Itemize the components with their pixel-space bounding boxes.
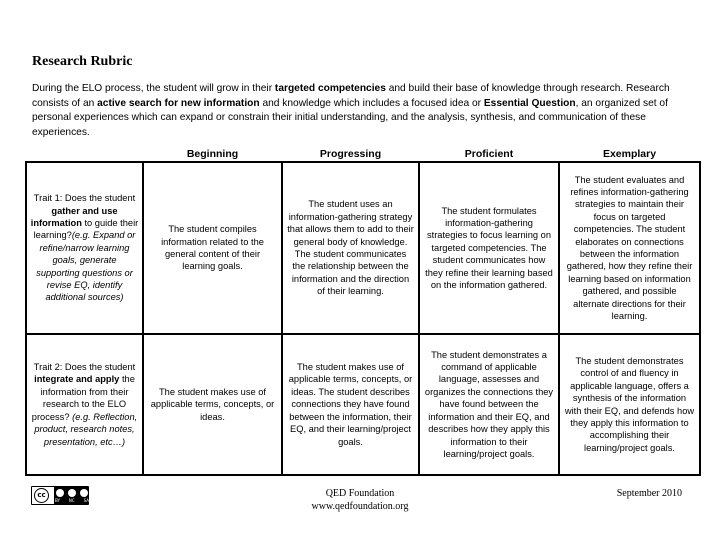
organization-name: QED Foundation xyxy=(325,488,395,499)
trait-text-segment: the information from their research to the ELO process? xyxy=(31,374,135,422)
rubric-header-trait xyxy=(26,147,143,162)
intro-segment: and knowledge which includes a focused idea or xyxy=(259,97,484,109)
trait-text-segment: Trait 2: Does the student xyxy=(33,362,136,373)
intro-segment: , an organized set of personal experiences which can expand or constrain their initial understanding, and the analysis, synthesis, and communication of these experiences. xyxy=(32,97,668,138)
rubric-table xyxy=(25,147,701,476)
trait-text-segment: (e.g. Expand or refine/narrow learning goals, generate supporting questions or revise EQ, identify additional sources) xyxy=(36,230,136,303)
cc-logo-icon: cc xyxy=(34,488,49,503)
trait-text-segment: (e.g. Reflection, product, research notes, presentation, etc…) xyxy=(34,411,138,447)
intro-paragraph xyxy=(32,82,692,140)
trait-2-beginning: The student makes use of applicable terms, concepts, or ideas. xyxy=(143,334,282,475)
rubric-row-trait-1 xyxy=(26,162,700,334)
intro-segment: active search for new information xyxy=(97,97,260,109)
trait-2-description xyxy=(26,334,143,475)
intro-segment: and build their base of knowledge through research. Research consists of an xyxy=(32,83,670,109)
intro-segment: targeted competencies xyxy=(274,83,386,94)
document-title: Research Rubric xyxy=(32,54,133,69)
rubric-header-beginning: Beginning xyxy=(186,147,239,160)
intro-segment: Essential Question xyxy=(483,97,576,109)
trait-text-segment: to guide their learning? xyxy=(33,217,139,241)
rubric-header-row xyxy=(26,147,700,162)
trait-2-exemplary: The student demonstrates control of and fluency in applicable language, offers a synthesis of the information with their EQ, and defends how they apply this information to accomplishing their learning/project goals. xyxy=(559,334,700,475)
trait-1-proficient: The student formulates information-gathering strategies to focus learning on targeted competencies. The student communicates how they refine their learning based on the information gathered. xyxy=(419,162,559,334)
trait-1-exemplary: The student evaluates and refines information-gathering strategies to maintain their focus on targeted competencies. The student elaborates on connections between the information gathered, how they refine their learning based on information gathered, and possible alternate directions for their learning. xyxy=(559,162,700,334)
trait-text-segment: gather and use information xyxy=(30,205,118,228)
organization-website[interactable]: www.qedfoundation.org xyxy=(311,501,409,512)
trait-2-proficient: The student demonstrates a command of applicable language, assesses and organizes the connections they have found between the information and their EQ, and describes how they apply this information to their learning/project goals. xyxy=(419,334,559,475)
cc-label-nc: NC xyxy=(68,498,75,503)
footer-organization xyxy=(0,487,720,513)
trait-2-progressing: The student makes use of applicable terms, concepts, or ideas. The student describes connections they have found between the information, their EQ, and their learning/project goals. xyxy=(282,334,419,475)
rubric-header-progressing: Progressing xyxy=(319,147,382,160)
footer-date: September 2010 xyxy=(616,488,682,499)
cc-label-by: BY xyxy=(55,498,60,503)
page-footer xyxy=(0,486,720,526)
intro-segment: During the ELO process, the student will grow in their xyxy=(32,83,275,94)
trait-text-segment: integrate and apply xyxy=(34,374,120,385)
trait-text-segment: Trait 1: Does the student xyxy=(33,193,136,204)
cc-label-sa: SA xyxy=(83,498,89,503)
trait-1-beginning: The student compiles information related to the general content of their learning goals. xyxy=(143,162,282,334)
rubric-header-proficient: Proficient xyxy=(464,147,514,160)
trait-1-progressing: The student uses an information-gathering strategy that allows them to add to their general body of knowledge. The student communicates the relationship between the information and the direction of their learning. xyxy=(282,162,419,334)
rubric-row-trait-2 xyxy=(26,334,700,475)
rubric-header-exemplary: Exemplary xyxy=(602,147,657,160)
trait-1-description xyxy=(26,162,143,334)
